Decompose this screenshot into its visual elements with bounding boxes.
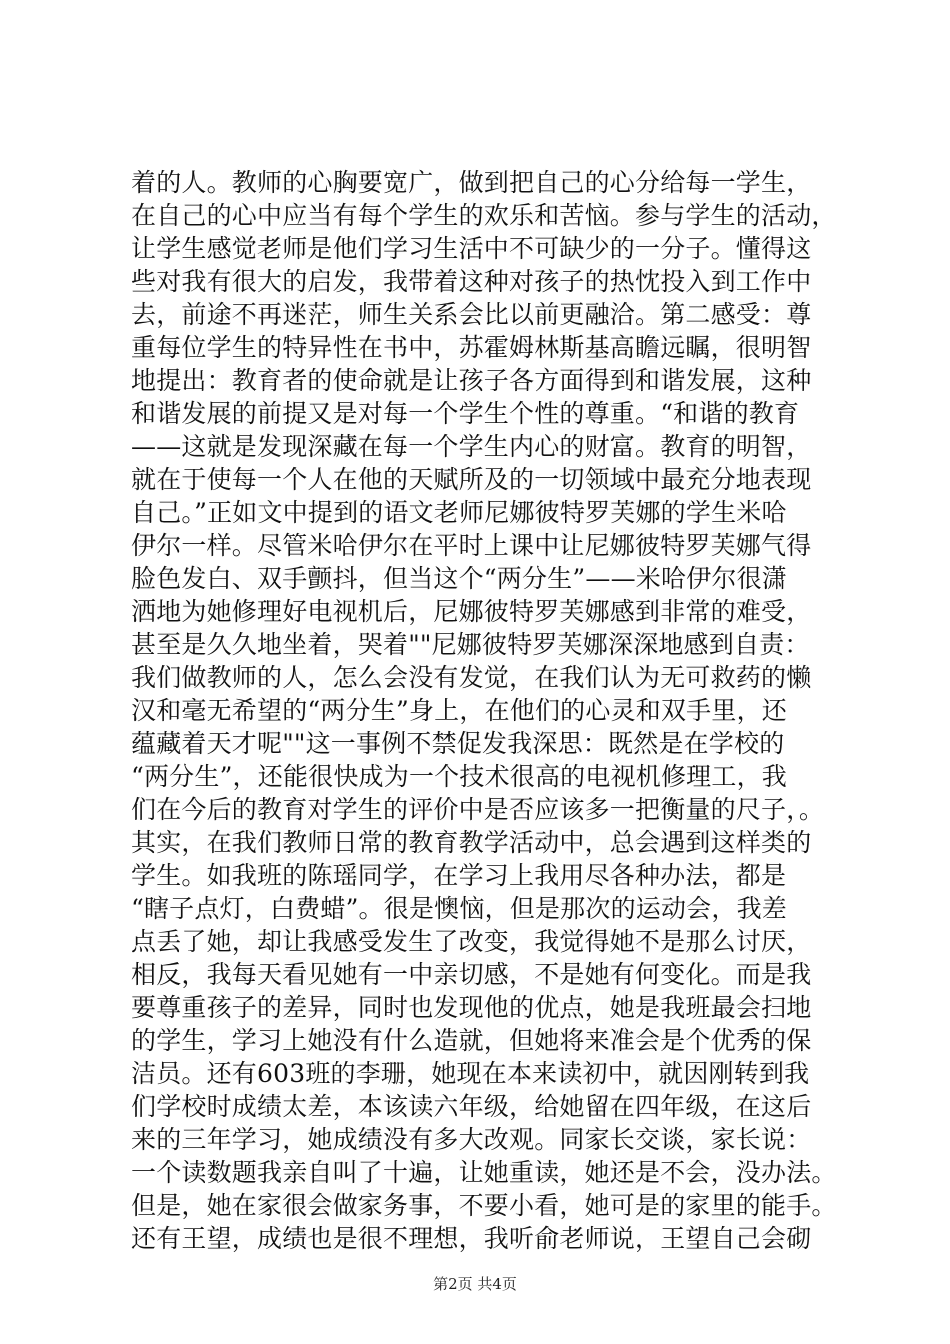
text-line: 蕴藏着天才呢""这一事例不禁促发我深思：既然是在学校的 <box>131 729 785 758</box>
text-line: 就在于使每一个人在他的天赋所及的一切领域中最充分地表现 <box>131 465 812 494</box>
text-line: 重每位学生的特异性在书中，苏霍姆林斯基高瞻远瞩，很明智 <box>131 333 812 362</box>
text-line: 一个读数题我亲自叫了十遍，让她重读，她还是不会，没办法。 <box>131 1158 837 1187</box>
text-line: 去，前途不再迷茫，师生关系会比以前更融洽。第二感受：尊 <box>131 300 812 329</box>
text-line: 们学校时成绩太差，本该读六年级，给她留在四年级，在这后 <box>131 1092 812 1121</box>
text-line: 我们做教师的人，怎么会没有发觉，在我们认为无可救药的懒 <box>131 663 812 692</box>
text-line: 汉和毫无希望的“两分生”身上，在他们的心灵和双手里，还 <box>131 696 787 725</box>
text-line: 的学生，学习上她没有什么造就，但她将来准会是个优秀的保 <box>131 1026 812 1055</box>
text-line: 着的人。教师的心胸要宽广，做到把自己的心分给每一学生， <box>131 168 812 197</box>
text-line: 伊尔一样。尽管米哈伊尔在平时上课中让尼娜彼特罗芙娜气得 <box>131 531 812 560</box>
text-line: 还有王望，成绩也是很不理想，我听俞老师说，王望自己会砌 <box>131 1224 812 1253</box>
text-line: 点丢了她，却让我感受发生了改变，我觉得她不是那么讨厌， <box>131 927 812 956</box>
text-line: 洒地为她修理好电视机后，尼娜彼特罗芙娜感到非常的难受， <box>131 597 812 626</box>
text-line: “瞎子点灯，白费蜡”。很是懊恼，但是那次的运动会，我差 <box>131 894 787 923</box>
body-text <box>131 166 837 1255</box>
text-line: 其实，在我们教师日常的教育教学活动中，总会遇到这样类的 <box>131 828 812 857</box>
text-line: 来的三年学习，她成绩没有多大改观。同家长交谈，家长说： <box>131 1125 812 1154</box>
text-line: 要尊重孩子的差异，同时也发现他的优点，她是我班最会扫地 <box>131 993 812 1022</box>
text-line: 地提出：教育者的使命就是让孩子各方面得到和谐发展，这种 <box>131 366 812 395</box>
text-line: ——这就是发现深藏在每一个学生内心的财富。教育的明智， <box>131 432 812 461</box>
text-line: 脸色发白、双手颤抖，但当这个“两分生”——米哈伊尔很潇 <box>131 564 787 593</box>
text-line: 些对我有很大的启发，我带着这种对孩子的热忱投入到工作中 <box>131 267 812 296</box>
text-line: 洁员。还有603班的李珊，她现在本来读初中，就因刚转到我 <box>131 1059 810 1088</box>
text-line: 在自己的心中应当有每个学生的欢乐和苦恼。参与学生的活动， <box>131 201 837 230</box>
text-line: 们在今后的教育对学生的评价中是否应该多一把衡量的尺子，。 <box>131 795 825 824</box>
text-line: “两分生”，还能很快成为一个技术很高的电视机修理工，我 <box>131 762 787 791</box>
text-line: 学生。如我班的陈瑶同学，在学习上我用尽各种办法，都是 <box>131 861 787 890</box>
text-line: 但是，她在家很会做家务事，不要小看，她可是的家里的能手。 <box>131 1191 837 1220</box>
text-line: 相反，我每天看见她有一中亲切感，不是她有何变化。而是我 <box>131 960 812 989</box>
text-line: 甚至是久久地坐着，哭着""尼娜彼特罗芙娜深深地感到自责： <box>131 630 810 659</box>
text-line: 自己。”正如文中提到的语文老师尼娜彼特罗芙娜的学生米哈 <box>131 498 787 527</box>
text-line: 和谐发展的前提又是对每一个学生个性的尊重。“和谐的教育 <box>131 399 800 428</box>
page-number-footer: 第2页 共4页 <box>433 1275 517 1293</box>
text-line: 让学生感觉老师是他们学习生活中不可缺少的一分子。懂得这 <box>131 234 812 263</box>
